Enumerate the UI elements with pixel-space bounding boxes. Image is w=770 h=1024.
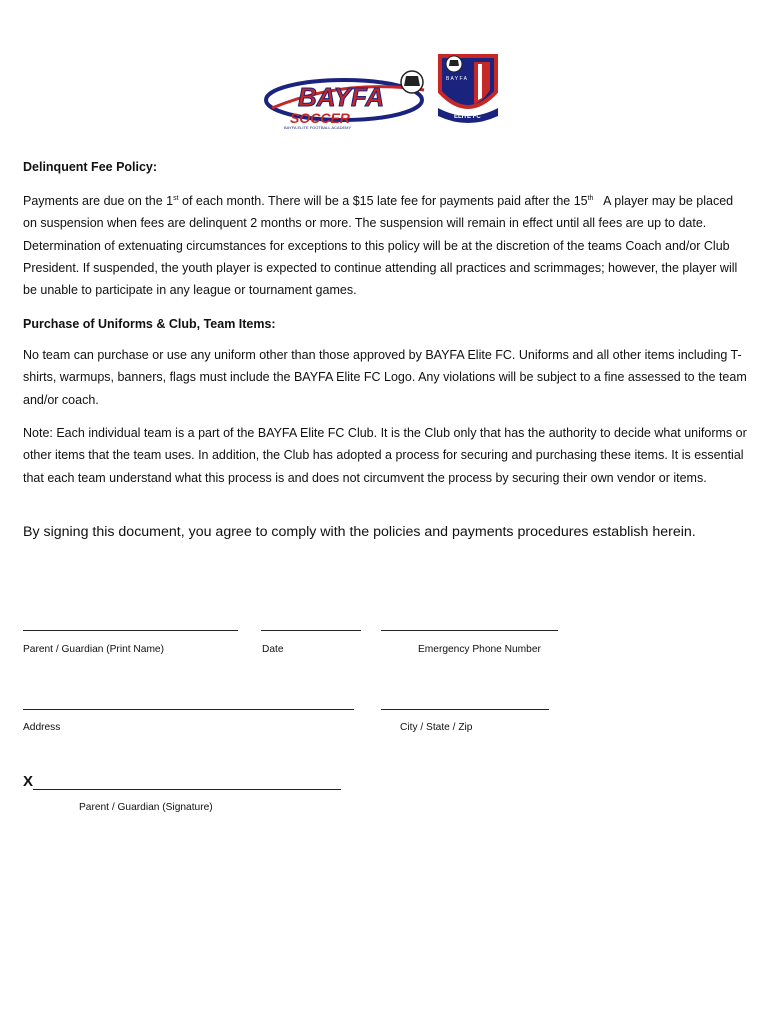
fee-policy-sup-th: th [587, 195, 594, 202]
emergency-phone-label: Emergency Phone Number [418, 644, 541, 655]
fee-policy-text-b: of each month. There will be a $15 late fee for payments paid after the 15 [178, 194, 588, 208]
fee-policy-sup-st: st [173, 195, 179, 202]
logo-subtext: SOCCER [290, 110, 350, 126]
signature-label: Parent / Guardian (Signature) [79, 802, 213, 813]
print-name-line[interactable] [23, 630, 238, 631]
date-line[interactable] [261, 630, 361, 631]
crest-banner: ELITE FC [454, 114, 481, 120]
logo-tagline: BAYFA ELITE FOOTBALL ACADEMY [284, 125, 352, 130]
note-paragraph: Note: Each individual team is a part of the BAYFA Elite FC Club. It is the Club only that has the authority to decide what uniforms or other items that the team uses. In addition, the Club has adopted a process for securing and purchasing these items. It is essential that each team understand what this process is and does not circumvent the process by securing their own vendor or items. [23, 426, 747, 485]
uniforms-heading: Purchase of Uniforms & Club, Team Items: [23, 317, 276, 331]
logo-title-text: BAYFA [298, 82, 385, 112]
emergency-phone-line[interactable] [381, 630, 558, 631]
address-line[interactable] [23, 709, 354, 710]
bayfa-soccer-logo [264, 68, 434, 130]
fee-policy-heading: Delinquent Fee Policy: [23, 160, 158, 174]
print-name-label: Parent / Guardian (Print Name) [23, 644, 164, 655]
city-state-zip-label: City / State / Zip [400, 722, 473, 733]
address-label: Address [23, 722, 61, 733]
signature-line[interactable] [33, 789, 341, 790]
uniforms-paragraph: No team can purchase or use any uniform other than those approved by BAYFA Elite FC. Uniforms and all other items including T-shirts, warmups, banners, flags must include the BAYFA Elite FC Logo. Any violations will be subject to a fine assessed to the team and/or coach. [23, 348, 747, 407]
agreement-statement: By signing this document, you agree to comply with the policies and payments procedures establish herein. [23, 524, 696, 540]
fee-policy-paragraph [23, 190, 748, 301]
bayfa-crest-logo [430, 46, 506, 128]
fee-policy-text-a: Payments are due on the 1 [23, 194, 174, 208]
signature-x-mark: X [23, 773, 34, 790]
crest-letters: B A Y F A [446, 76, 467, 82]
city-state-zip-line[interactable] [381, 709, 549, 710]
fee-policy-text-c: A player may be placed on suspension when fees are delinquent 2 months or more. The suspension will remain in effect until all fees are up to date. Determination of extenuating circumstances for exceptions to this policy will be at the discretion of the teams Coach and/or Club President. If suspended, the youth player is expected to continue attending all practices and scrimmages; however, the player will be unable to participate in any league or tournament games. [23, 194, 741, 298]
date-label: Date [262, 644, 284, 655]
